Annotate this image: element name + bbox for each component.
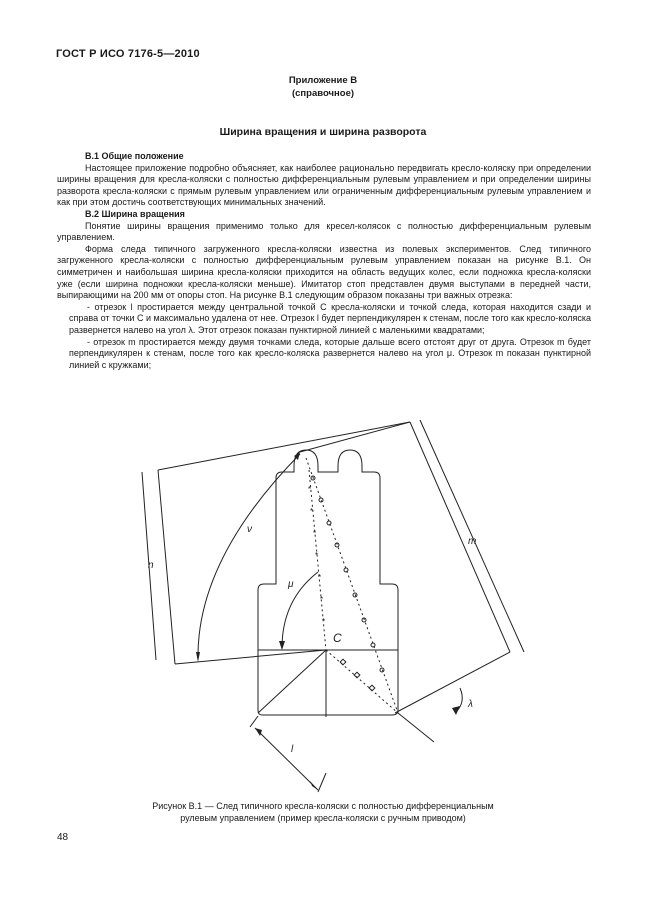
asterisk-marker: * — [315, 551, 319, 560]
arrow-l-a — [255, 728, 262, 736]
arc-lambda — [456, 688, 462, 712]
arc-v — [198, 454, 300, 660]
segment-m-line — [306, 458, 398, 713]
paragraph-general: Настоящее приложение подробно объясняет, как наиболее рационально передвигать кресло-коляску при определении ширины вращения для кресла-коляски с полностью дифференциальным рулевым управлением и при определении ширины разворота кресла-коляски с прямым рулевым управлением или ограниченным дифференциальным рулевым управлением и как при этом достичь соответствующих минимальных значений. — [57, 162, 591, 208]
body-text — [57, 151, 591, 371]
arrow-v-bottom — [196, 652, 200, 662]
m-marker — [371, 643, 375, 647]
dim-l-line — [255, 728, 318, 790]
label-lambda: λ — [468, 699, 473, 710]
m-marker — [327, 521, 331, 525]
label-l: l — [291, 744, 294, 755]
appendix-title: Приложение В — [288, 75, 358, 86]
dim-n-line — [142, 472, 156, 660]
m-marker — [319, 498, 323, 502]
paragraph-concept: Понятие ширины вращения применимо только для кресел-колясок с полностью дифференциальным рулевым управлением. — [57, 220, 591, 243]
l-marker — [340, 659, 346, 665]
arc-mu — [282, 572, 318, 648]
asterisk-marker: * — [313, 529, 317, 538]
dim-l-ext-a — [250, 716, 258, 727]
arrow-lambda — [452, 706, 460, 715]
arrow-l-b — [310, 781, 318, 790]
label-mu: μ — [288, 579, 294, 590]
heading-rotation-width: В.2 Ширина вращения — [85, 208, 185, 219]
asterisk-marker: * — [310, 507, 314, 516]
list-item-segment-l: - отрезок l простирается между центральной точкой С кресла-коляски и точкой следа, которая находится сзади и справа от точки С и максимально удалена от нее. Отрезок l будет перпендикулярен к стенам, после того как кресло-коляска развернется налево на угол λ. Этот отрезок показан пунктирной линией с маленькими квадратами; — [69, 301, 591, 335]
figure-caption — [0, 800, 646, 824]
arrow-v-top — [294, 452, 300, 460]
label-v: ν — [247, 524, 252, 535]
segment-vertical-line — [309, 470, 326, 650]
label-center-c: C — [333, 631, 342, 645]
appendix-heading — [0, 74, 646, 100]
rect-top-edge — [158, 422, 410, 470]
paragraph-footprint: Форма следа типичного загруженного кресла-коляски известна из полевых экспериментов. След типичного загруженного кресла-коляски с полностью дифференциальным рулевым управлением показан на рисунке В.1. Он симметричен и наибольшая ширина кресла-коляски приходится на область ведущих колес, если подножка кресла-коляски уже (если ширина подножки кресла-коляски меньше). Имитатор стоп представлен двумя выступами в передней части, выпирающими на 200 мм от опоры стоп. На рисунке В.1 следующим образом показаны три важных отрезка: — [57, 243, 591, 301]
caption-line-2: рулевым управлением (пример кресла-коляски с ручным приводом) — [180, 813, 466, 823]
dim-l-ext-b — [318, 773, 326, 792]
m-marker — [311, 476, 315, 480]
caption-line-1: Рисунок В.1 — След типичного кресла-коляски с полностью дифференциальным — [152, 801, 494, 811]
l-marker — [369, 685, 375, 691]
rect-bottom-edge — [175, 650, 326, 664]
rect-right-extension — [395, 652, 510, 713]
m-marker — [344, 568, 348, 572]
rect-left-edge — [158, 470, 175, 664]
label-m: m — [468, 536, 477, 547]
m-marker — [362, 618, 366, 622]
m-marker — [380, 668, 384, 672]
dim-m-line — [420, 420, 524, 652]
appendix-subtitle: (справочное) — [291, 88, 355, 99]
asterisk-marker: * — [320, 595, 324, 604]
page-number: 48 — [57, 832, 69, 843]
segment-l-line — [326, 650, 398, 713]
m-marker — [353, 593, 357, 597]
section-title: Ширина вращения и ширина разворота — [219, 126, 427, 138]
standard-header: ГОСТ Р ИСО 7176-5—2010 — [56, 48, 200, 60]
l-marker — [354, 672, 360, 678]
diag-left — [258, 650, 326, 713]
arrow-mu-bottom — [279, 641, 285, 650]
rect-right-edge — [410, 422, 510, 652]
m-marker — [335, 543, 339, 547]
rect-top-inner — [300, 422, 410, 452]
diag-right-pivot — [398, 713, 434, 742]
asterisk-marker: * — [318, 573, 322, 582]
asterisk-marker: * — [308, 485, 312, 494]
list-item-segment-m: - отрезок m простирается между двумя точками следа, которые дальше всего отстоят друг от друга. Отрезок m будет перпендикулярен к стенам, после того как кресло-коляска развернется налево на угол μ. Отрезок m показан пунктирной линией с кружками; — [69, 336, 591, 370]
heading-general: В.1 Общие положение — [85, 151, 184, 161]
label-n: n — [148, 560, 154, 571]
asterisk-marker: * — [322, 617, 326, 626]
footprint-outline — [258, 450, 398, 715]
